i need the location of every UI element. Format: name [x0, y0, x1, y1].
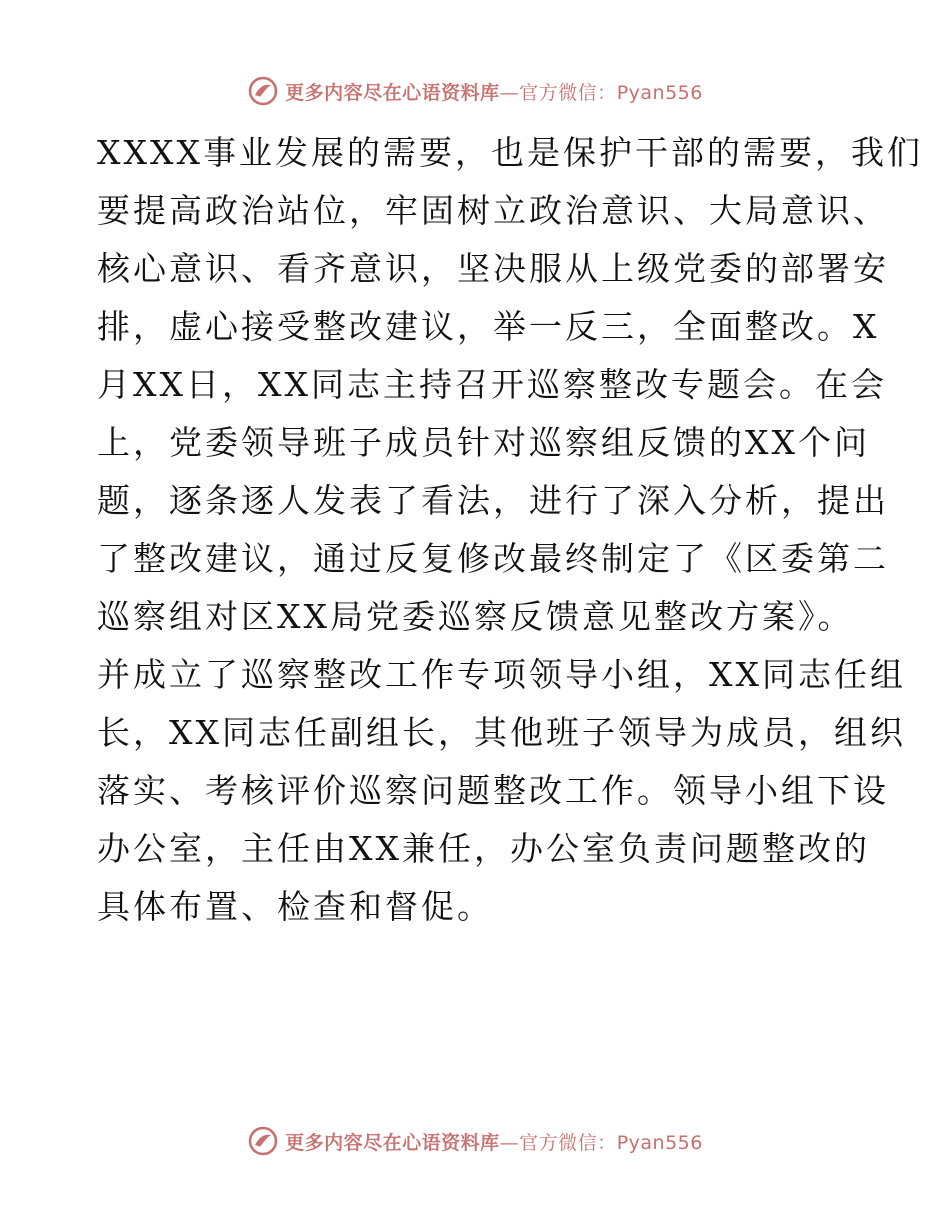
document-body: [97, 124, 923, 936]
watermark-brand: 更多内容尽在心语资料库: [285, 81, 500, 104]
header-watermark: [0, 71, 950, 111]
watermark-brand: 更多内容尽在心语资料库: [285, 1131, 500, 1154]
watermark-text: [285, 1128, 703, 1155]
text-line: 长，XX同志任副组长，其他班子领导为成员，组织: [97, 713, 906, 752]
watermark-text: [285, 78, 703, 105]
text-line: 落实、考核评价巡察问题整改工作。领导小组下设: [97, 771, 889, 810]
watermark-label: 官方微信：: [519, 1131, 617, 1154]
brand-logo-icon: [247, 1125, 279, 1157]
footer-watermark: [0, 1121, 950, 1161]
text-line: 了整改建议，通过反复修改最终制定了《区委第二: [97, 539, 889, 578]
brand-logo-icon: [247, 75, 279, 107]
text-line: 并成立了巡察整改工作专项领导小组，XX同志任组: [97, 655, 906, 694]
text-line: 核心意识、看齐意识，坚决服从上级党委的部署安: [97, 249, 889, 288]
watermark-account: Pyan556: [616, 1131, 703, 1154]
watermark-account: Pyan556: [616, 81, 703, 104]
text-line: 办公室，主任由XX兼任，办公室负责问题整改的: [97, 829, 870, 868]
text-line: 排，虚心接受整改建议，举一反三，全面整改。X: [97, 307, 880, 346]
text-line: 题，逐条逐人发表了看法，进行了深入分析，提出: [97, 481, 889, 520]
text-line: 具体布置、检查和督促。: [97, 887, 493, 926]
watermark-separator: —: [499, 1131, 520, 1154]
text-line: 上，党委领导班子成员针对巡察组反馈的XX个问: [97, 423, 870, 462]
text-line: 要提高政治站位，牢固树立政治意识、大局意识、: [97, 191, 889, 230]
text-line: 月XX日，XX同志主持召开巡察整改专题会。在会: [97, 365, 887, 404]
text-line: XXXX事业发展的需要，也是保护干部的需要，我们: [97, 133, 923, 172]
watermark-label: 官方微信：: [519, 81, 617, 104]
text-line: 巡察组对区XX局党委巡察反馈意见整改方案》。: [97, 597, 854, 636]
watermark-separator: —: [499, 81, 520, 104]
